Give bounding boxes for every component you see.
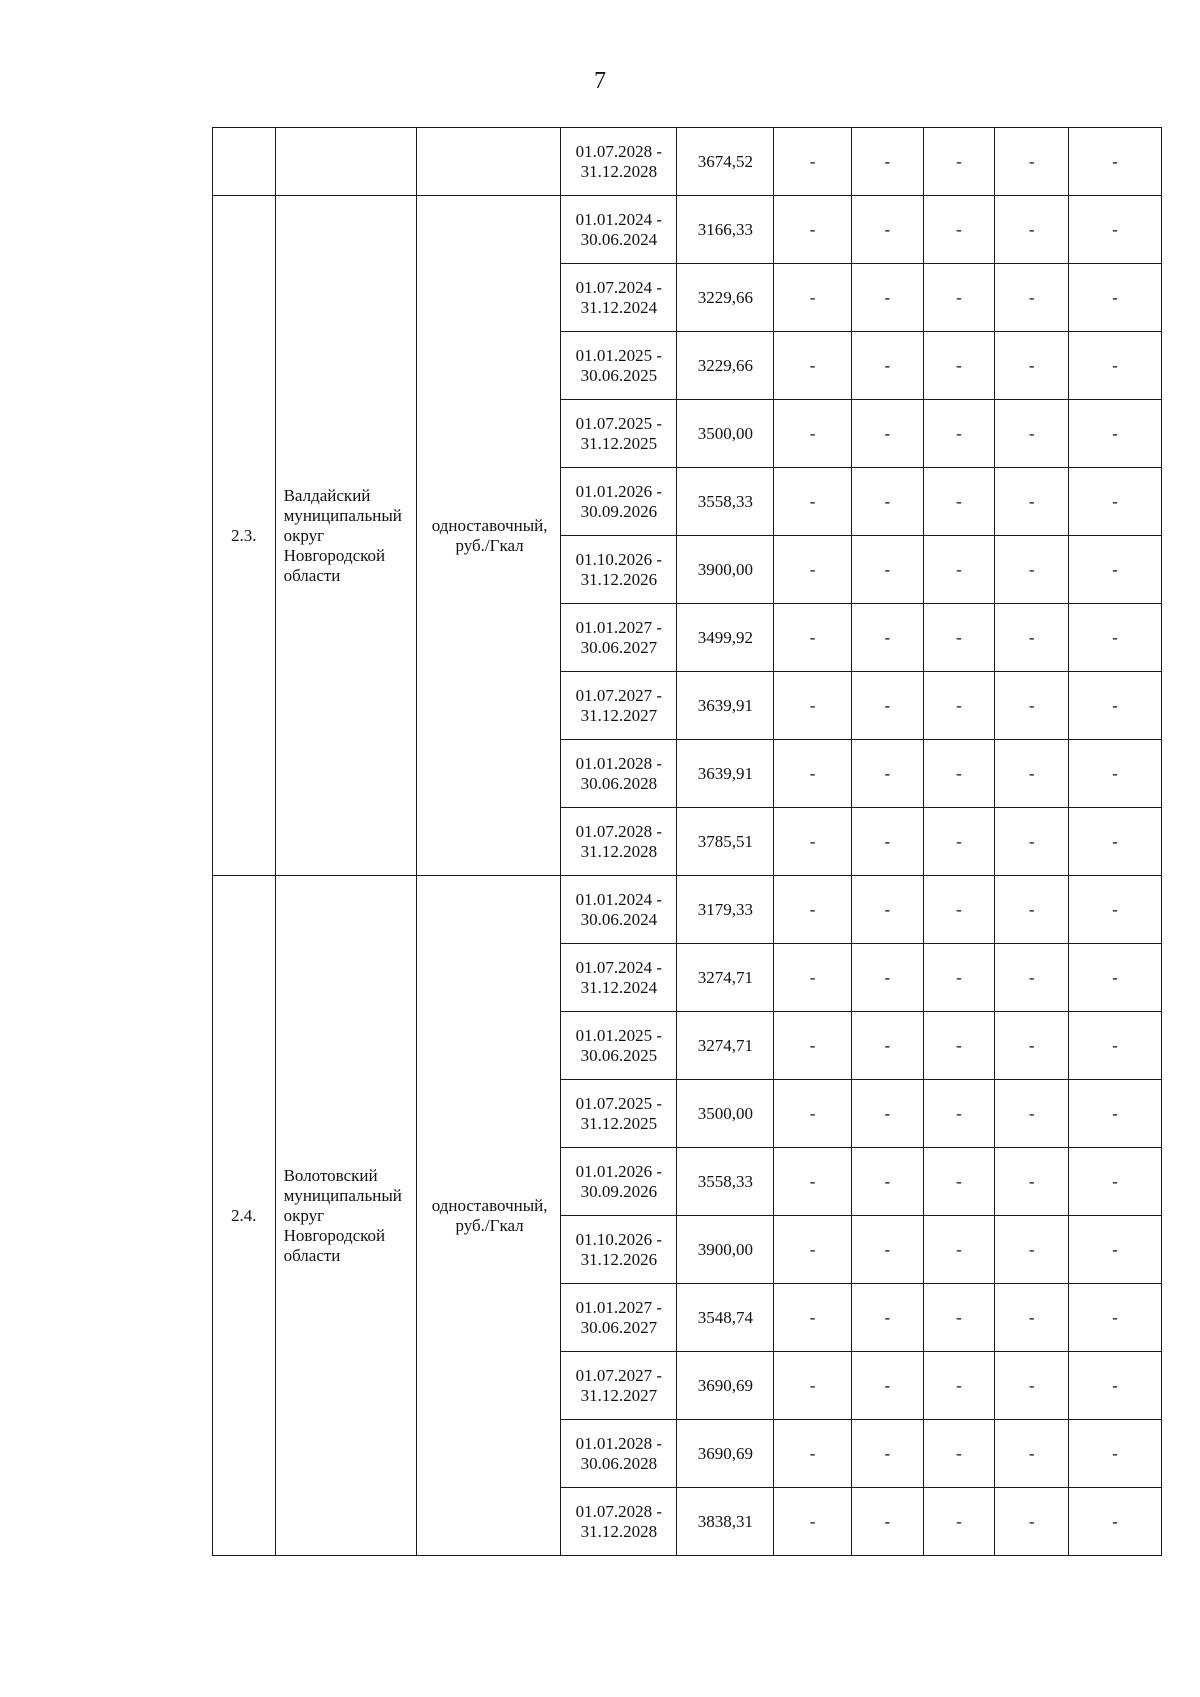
empty-value-cell: -	[852, 1284, 924, 1352]
tariff-unit-cell: одноставочный, руб./Гкал	[416, 196, 560, 876]
period-cell: 01.01.2027 - 30.06.2027	[561, 604, 677, 672]
empty-value-cell: -	[1069, 1488, 1162, 1556]
tariff-value-cell: 3785,51	[677, 808, 774, 876]
empty-value-cell: -	[923, 196, 995, 264]
empty-value-cell: -	[923, 1284, 995, 1352]
empty-cell	[213, 128, 276, 196]
municipality-name-cell: Волотовский муниципальный округ Новгородской области	[275, 876, 416, 1556]
empty-value-cell: -	[852, 1148, 924, 1216]
period-cell: 01.10.2026 - 31.12.2026	[561, 1216, 677, 1284]
period-cell: 01.07.2024 - 31.12.2024	[561, 944, 677, 1012]
period-cell: 01.07.2024 - 31.12.2024	[561, 264, 677, 332]
empty-value-cell: -	[774, 740, 852, 808]
empty-value-cell: -	[1069, 672, 1162, 740]
tariff-value-cell: 3229,66	[677, 264, 774, 332]
table-row	[213, 128, 1162, 196]
empty-value-cell: -	[774, 536, 852, 604]
empty-value-cell: -	[852, 1420, 924, 1488]
empty-value-cell: -	[995, 1012, 1069, 1080]
empty-value-cell: -	[995, 944, 1069, 1012]
empty-value-cell: -	[995, 1148, 1069, 1216]
empty-value-cell: -	[852, 1080, 924, 1148]
empty-value-cell: -	[995, 740, 1069, 808]
empty-value-cell: -	[995, 604, 1069, 672]
tariff-value-cell: 3639,91	[677, 740, 774, 808]
period-cell: 01.01.2024 - 30.06.2024	[561, 196, 677, 264]
empty-value-cell: -	[1069, 536, 1162, 604]
empty-value-cell: -	[923, 332, 995, 400]
empty-value-cell: -	[1069, 1012, 1162, 1080]
table-row	[213, 876, 1162, 944]
tariff-value-cell: 3500,00	[677, 400, 774, 468]
period-cell: 01.07.2025 - 31.12.2025	[561, 400, 677, 468]
tariff-value-cell: 3229,66	[677, 332, 774, 400]
period-cell: 01.01.2025 - 30.06.2025	[561, 332, 677, 400]
empty-value-cell: -	[774, 1284, 852, 1352]
tariff-value-cell: 3690,69	[677, 1352, 774, 1420]
empty-value-cell: -	[852, 740, 924, 808]
empty-value-cell: -	[774, 1488, 852, 1556]
tariff-value-cell: 3838,31	[677, 1488, 774, 1556]
empty-value-cell: -	[1069, 944, 1162, 1012]
empty-value-cell: -	[923, 1080, 995, 1148]
page-number: 7	[594, 68, 606, 94]
empty-value-cell: -	[923, 808, 995, 876]
empty-value-cell: -	[1069, 332, 1162, 400]
empty-value-cell: -	[774, 128, 852, 196]
empty-value-cell: -	[923, 740, 995, 808]
empty-value-cell: -	[852, 1352, 924, 1420]
empty-value-cell: -	[995, 672, 1069, 740]
empty-value-cell: -	[774, 604, 852, 672]
empty-value-cell: -	[923, 468, 995, 536]
empty-value-cell: -	[1069, 264, 1162, 332]
empty-value-cell: -	[1069, 1352, 1162, 1420]
empty-value-cell: -	[852, 468, 924, 536]
tariff-value-cell: 3499,92	[677, 604, 774, 672]
period-cell: 01.07.2025 - 31.12.2025	[561, 1080, 677, 1148]
empty-value-cell: -	[774, 944, 852, 1012]
empty-value-cell: -	[923, 1012, 995, 1080]
tariff-value-cell: 3558,33	[677, 1148, 774, 1216]
tariff-value-cell: 3900,00	[677, 536, 774, 604]
empty-value-cell: -	[774, 808, 852, 876]
empty-value-cell: -	[852, 1216, 924, 1284]
empty-value-cell: -	[774, 1080, 852, 1148]
tariff-value-cell: 3166,33	[677, 196, 774, 264]
municipality-name-cell: Валдайский муниципальный округ Новгородской области	[275, 196, 416, 876]
empty-value-cell: -	[923, 1420, 995, 1488]
empty-value-cell: -	[1069, 128, 1162, 196]
empty-value-cell: -	[995, 196, 1069, 264]
empty-value-cell: -	[995, 876, 1069, 944]
empty-value-cell: -	[774, 400, 852, 468]
empty-value-cell: -	[923, 400, 995, 468]
period-cell: 01.01.2024 - 30.06.2024	[561, 876, 677, 944]
tariff-value-cell: 3674,52	[677, 128, 774, 196]
empty-value-cell: -	[923, 264, 995, 332]
tariff-value-cell: 3639,91	[677, 672, 774, 740]
empty-value-cell: -	[995, 1352, 1069, 1420]
empty-value-cell: -	[995, 808, 1069, 876]
empty-value-cell: -	[852, 536, 924, 604]
empty-value-cell: -	[852, 264, 924, 332]
table-body	[213, 128, 1162, 1556]
empty-value-cell: -	[923, 1216, 995, 1284]
table-row	[213, 196, 1162, 264]
empty-value-cell: -	[774, 1352, 852, 1420]
empty-value-cell: -	[923, 1148, 995, 1216]
empty-value-cell: -	[1069, 876, 1162, 944]
empty-value-cell: -	[923, 672, 995, 740]
empty-value-cell: -	[852, 944, 924, 1012]
empty-cell	[416, 128, 560, 196]
period-cell: 01.07.2027 - 31.12.2027	[561, 672, 677, 740]
empty-value-cell: -	[852, 332, 924, 400]
empty-value-cell: -	[852, 196, 924, 264]
empty-value-cell: -	[774, 1012, 852, 1080]
tariff-value-cell: 3500,00	[677, 1080, 774, 1148]
period-cell: 01.01.2026 - 30.09.2026	[561, 1148, 677, 1216]
empty-value-cell: -	[995, 264, 1069, 332]
period-cell: 01.10.2026 - 31.12.2026	[561, 536, 677, 604]
tariff-unit-cell: одноставочный, руб./Гкал	[416, 876, 560, 1556]
empty-value-cell: -	[1069, 808, 1162, 876]
period-cell: 01.01.2027 - 30.06.2027	[561, 1284, 677, 1352]
empty-value-cell: -	[1069, 740, 1162, 808]
empty-value-cell: -	[774, 332, 852, 400]
empty-value-cell: -	[995, 468, 1069, 536]
empty-value-cell: -	[1069, 400, 1162, 468]
empty-value-cell: -	[995, 1216, 1069, 1284]
empty-value-cell: -	[852, 604, 924, 672]
empty-value-cell: -	[774, 196, 852, 264]
tariff-value-cell: 3558,33	[677, 468, 774, 536]
empty-value-cell: -	[852, 672, 924, 740]
empty-value-cell: -	[852, 808, 924, 876]
tariff-value-cell: 3274,71	[677, 1012, 774, 1080]
empty-value-cell: -	[852, 1488, 924, 1556]
empty-cell	[275, 128, 416, 196]
empty-value-cell: -	[923, 536, 995, 604]
period-cell: 01.07.2027 - 31.12.2027	[561, 1352, 677, 1420]
empty-value-cell: -	[774, 1216, 852, 1284]
empty-value-cell: -	[995, 536, 1069, 604]
period-cell: 01.01.2025 - 30.06.2025	[561, 1012, 677, 1080]
empty-value-cell: -	[923, 1488, 995, 1556]
tariff-value-cell: 3274,71	[677, 944, 774, 1012]
tariff-value-cell: 3548,74	[677, 1284, 774, 1352]
empty-value-cell: -	[1069, 604, 1162, 672]
empty-value-cell: -	[995, 1080, 1069, 1148]
period-cell: 01.07.2028 - 31.12.2028	[561, 128, 677, 196]
empty-value-cell: -	[852, 1012, 924, 1080]
tariff-value-cell: 3900,00	[677, 1216, 774, 1284]
empty-value-cell: -	[774, 1148, 852, 1216]
tariff-value-cell: 3690,69	[677, 1420, 774, 1488]
period-cell: 01.07.2028 - 31.12.2028	[561, 1488, 677, 1556]
empty-value-cell: -	[1069, 468, 1162, 536]
empty-value-cell: -	[995, 128, 1069, 196]
empty-value-cell: -	[995, 1420, 1069, 1488]
empty-value-cell: -	[1069, 1216, 1162, 1284]
period-cell: 01.01.2026 - 30.09.2026	[561, 468, 677, 536]
empty-value-cell: -	[852, 128, 924, 196]
tariff-value-cell: 3179,33	[677, 876, 774, 944]
empty-value-cell: -	[852, 876, 924, 944]
empty-value-cell: -	[923, 944, 995, 1012]
period-cell: 01.01.2028 - 30.06.2028	[561, 1420, 677, 1488]
period-cell: 01.07.2028 - 31.12.2028	[561, 808, 677, 876]
empty-value-cell: -	[923, 604, 995, 672]
empty-value-cell: -	[923, 876, 995, 944]
empty-value-cell: -	[995, 1284, 1069, 1352]
empty-value-cell: -	[995, 400, 1069, 468]
empty-value-cell: -	[923, 128, 995, 196]
empty-value-cell: -	[1069, 1080, 1162, 1148]
empty-value-cell: -	[1069, 1420, 1162, 1488]
empty-value-cell: -	[774, 876, 852, 944]
empty-value-cell: -	[774, 1420, 852, 1488]
empty-value-cell: -	[774, 672, 852, 740]
period-cell: 01.01.2028 - 30.06.2028	[561, 740, 677, 808]
item-number-cell: 2.4.	[213, 876, 276, 1556]
empty-value-cell: -	[1069, 1148, 1162, 1216]
empty-value-cell: -	[995, 332, 1069, 400]
empty-value-cell: -	[1069, 196, 1162, 264]
empty-value-cell: -	[774, 468, 852, 536]
empty-value-cell: -	[852, 400, 924, 468]
item-number-cell: 2.3.	[213, 196, 276, 876]
empty-value-cell: -	[995, 1488, 1069, 1556]
empty-value-cell: -	[774, 264, 852, 332]
tariff-table	[212, 127, 1162, 1556]
empty-value-cell: -	[1069, 1284, 1162, 1352]
empty-value-cell: -	[923, 1352, 995, 1420]
